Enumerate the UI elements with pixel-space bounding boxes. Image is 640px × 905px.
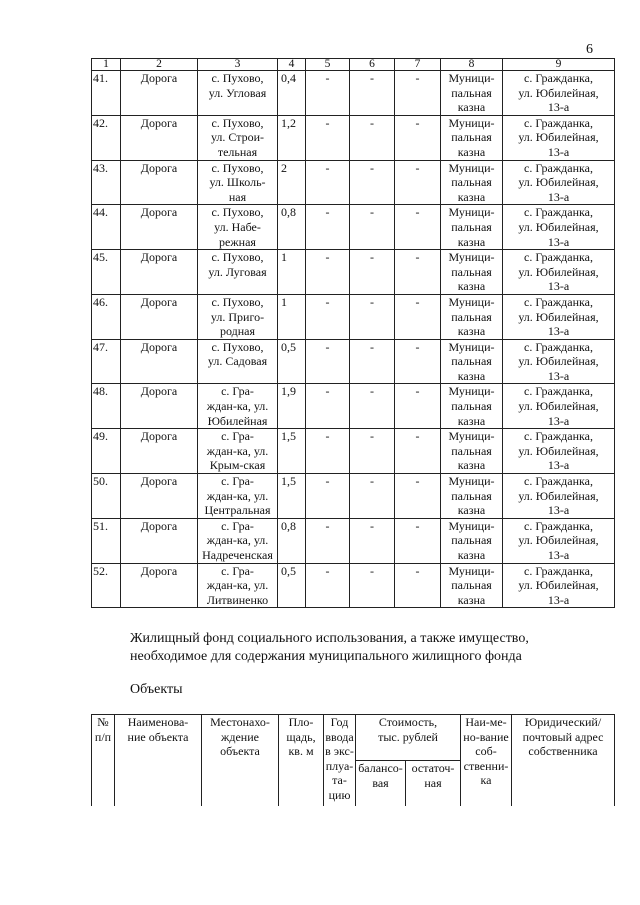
cell-col5: - <box>306 115 350 160</box>
owner-address-line: ул. Юбилейная, <box>518 354 599 369</box>
owner-address-line: с. Гражданка, <box>524 384 593 399</box>
owner-name-line: пальная <box>451 85 492 100</box>
owner-address <box>503 474 615 519</box>
owner-address <box>503 384 615 429</box>
object-location-line: Крым-ская <box>209 458 266 473</box>
property-table <box>91 58 615 608</box>
owner-name-line: Муници- <box>448 339 495 354</box>
object-area: 1,9 <box>278 384 306 429</box>
object-location-line: с. Гра- <box>221 429 254 444</box>
owner-name-line: пальная <box>451 488 492 503</box>
owner-name-line: казна <box>457 100 486 115</box>
owner-address-line: ул. Юбилейная, <box>518 85 599 100</box>
cell-col5: - <box>306 339 350 384</box>
object-location-line: с. Гра- <box>221 384 254 399</box>
owner-name-line: Муници- <box>448 115 495 130</box>
table-row <box>92 474 615 519</box>
objects-table <box>91 714 615 806</box>
cell-col7: - <box>395 518 441 563</box>
cell-col5: - <box>306 429 350 474</box>
object-type: Дорога <box>121 384 198 429</box>
cell-col6: - <box>350 339 395 384</box>
object-location <box>198 160 278 205</box>
object-area: 1,5 <box>278 474 306 519</box>
owner-name <box>441 250 503 295</box>
object-location-line: с. Гра- <box>221 518 254 533</box>
owner-address-line: с. Гражданка, <box>524 205 593 220</box>
owner-address-line: ул. Юбилейная, <box>518 264 599 279</box>
col-number-header: № п/п <box>92 715 115 807</box>
owner-address-line: ул. Юбилейная, <box>518 533 599 548</box>
object-location-line: с. Пухово, <box>211 205 264 220</box>
object-type: Дорога <box>121 71 198 116</box>
object-area: 0,4 <box>278 71 306 116</box>
header-cell: 3 <box>198 59 278 71</box>
owner-name <box>441 518 503 563</box>
object-location-line: с. Пухово, <box>211 294 264 309</box>
object-area: 0,8 <box>278 518 306 563</box>
owner-address-line: 13-а <box>547 324 570 339</box>
cell-col5: - <box>306 250 350 295</box>
owner-name-line: Муници- <box>448 71 495 85</box>
owner-name <box>441 160 503 205</box>
cell-col6: - <box>350 518 395 563</box>
row-number: 49. <box>92 429 121 474</box>
owner-address <box>503 339 615 384</box>
header-cell: 7 <box>395 59 441 71</box>
owner-address-line: 13-а <box>547 100 570 115</box>
row-number: 52. <box>92 563 121 608</box>
header-cell: 6 <box>350 59 395 71</box>
object-type: Дорога <box>121 294 198 339</box>
owner-address-line: 13-а <box>547 503 570 518</box>
header-cell: 8 <box>441 59 503 71</box>
owner-address-line: ул. Юбилейная, <box>518 399 599 414</box>
row-number: 45. <box>92 250 121 295</box>
cell-col7: - <box>395 339 441 384</box>
cell-col6: - <box>350 429 395 474</box>
table-row <box>92 384 615 429</box>
object-location <box>198 71 278 116</box>
owner-address-line: 13-а <box>547 413 570 428</box>
owner-address-line: ул. Юбилейная, <box>518 443 599 458</box>
owner-name <box>441 474 503 519</box>
owner-address-line: 13-а <box>547 279 570 294</box>
header-cell: 9 <box>503 59 615 71</box>
owner-name-line: Муници- <box>448 563 495 578</box>
owner-address-line: 13-а <box>547 368 570 383</box>
owner-name-line: Муници- <box>448 205 495 220</box>
cell-col6: - <box>350 474 395 519</box>
owner-name-line: Муници- <box>448 474 495 489</box>
owner-address <box>503 160 615 205</box>
object-location <box>198 115 278 160</box>
owner-address-line: ул. Юбилейная, <box>518 578 599 593</box>
table-row <box>92 205 615 250</box>
object-area: 1 <box>278 250 306 295</box>
object-location <box>198 518 278 563</box>
object-location-line: ждан-ка, ул. <box>206 533 269 548</box>
owner-name-line: пальная <box>451 264 492 279</box>
owner-name-line: казна <box>457 144 486 159</box>
col-cost-residual-header: остаточ- ная <box>406 761 461 806</box>
owner-address-line: 13-а <box>547 548 570 562</box>
owner-name <box>441 115 503 160</box>
object-area: 0,8 <box>278 205 306 250</box>
owner-name-line: пальная <box>451 130 492 145</box>
owner-address <box>503 205 615 250</box>
object-location <box>198 429 278 474</box>
object-type: Дорога <box>121 339 198 384</box>
object-area: 1 <box>278 294 306 339</box>
object-location <box>198 474 278 519</box>
owner-name-line: Муници- <box>448 518 495 533</box>
owner-name <box>441 429 503 474</box>
owner-address <box>503 518 615 563</box>
object-location-line: с. Гра- <box>221 563 254 578</box>
owner-address-line: 13-а <box>547 144 570 159</box>
owner-name-line: казна <box>457 324 486 339</box>
object-type: Дорога <box>121 563 198 608</box>
object-location <box>198 384 278 429</box>
object-location-line: с. Пухово, <box>211 250 264 265</box>
owner-name-line: Муници- <box>448 160 495 175</box>
owner-address-line: ул. Юбилейная, <box>518 309 599 324</box>
owner-name-line: Муници- <box>448 250 495 265</box>
cell-col6: - <box>350 115 395 160</box>
object-location-line: Юбилейная <box>207 413 268 428</box>
object-location-line: ная <box>228 189 247 204</box>
owner-name-line: казна <box>457 503 486 518</box>
row-number: 51. <box>92 518 121 563</box>
cell-col7: - <box>395 160 441 205</box>
owner-name <box>441 71 503 116</box>
row-number: 42. <box>92 115 121 160</box>
owner-name-line: Муници- <box>448 294 495 309</box>
owner-name <box>441 563 503 608</box>
cell-col5: - <box>306 294 350 339</box>
owner-address <box>503 71 615 116</box>
owner-address <box>503 563 615 608</box>
table-row <box>92 160 615 205</box>
object-location-line: ждан-ка, ул. <box>206 399 269 414</box>
owner-address-line: с. Гражданка, <box>524 294 593 309</box>
object-location-line: ул. Строи- <box>210 130 265 145</box>
owner-address-line: с. Гражданка, <box>524 339 593 354</box>
object-location-line: ждан-ка, ул. <box>206 443 269 458</box>
cell-col5: - <box>306 205 350 250</box>
object-location-line: тельная <box>217 144 258 159</box>
cell-col7: - <box>395 294 441 339</box>
row-number: 50. <box>92 474 121 519</box>
objects-heading: Объекты <box>130 682 183 697</box>
owner-name-line: пальная <box>451 399 492 414</box>
object-area: 0,5 <box>278 339 306 384</box>
cell-col7: - <box>395 250 441 295</box>
owner-address-line: ул. Юбилейная, <box>518 130 599 145</box>
owner-name-line: пальная <box>451 219 492 234</box>
owner-name-line: пальная <box>451 354 492 369</box>
row-number: 47. <box>92 339 121 384</box>
object-location <box>198 294 278 339</box>
owner-name-line: казна <box>457 458 486 473</box>
owner-address-line: с. Гражданка, <box>524 115 593 130</box>
object-type: Дорога <box>121 115 198 160</box>
cell-col7: - <box>395 474 441 519</box>
object-location-line: с. Пухово, <box>211 339 264 354</box>
owner-address-line: 13-а <box>547 458 570 473</box>
owner-address <box>503 115 615 160</box>
col-address-header: Юридический/ почтовый адрес собственника <box>512 715 615 807</box>
cell-col6: - <box>350 384 395 429</box>
object-location-line: с. Пухово, <box>211 115 264 130</box>
object-location-line: ждан-ка, ул. <box>206 488 269 503</box>
table-header-row <box>92 59 615 71</box>
object-location-line: ждан-ка, ул. <box>206 578 269 593</box>
object-area: 0,5 <box>278 563 306 608</box>
owner-name-line: пальная <box>451 578 492 593</box>
cell-col5: - <box>306 518 350 563</box>
object-area: 1,2 <box>278 115 306 160</box>
cell-col7: - <box>395 71 441 116</box>
table-row <box>92 115 615 160</box>
row-number: 46. <box>92 294 121 339</box>
owner-address-line: с. Гражданка, <box>524 250 593 265</box>
object-location-line: ул. Набе- <box>214 219 261 234</box>
object-location-line: с. Пухово, <box>211 160 264 175</box>
object-location-line: Надреченская <box>202 548 273 562</box>
header-cell: 2 <box>121 59 198 71</box>
object-location-line: с. Пухово, <box>211 71 264 85</box>
table-row <box>92 71 615 116</box>
cell-col7: - <box>395 429 441 474</box>
cell-col6: - <box>350 294 395 339</box>
table-row <box>92 250 615 295</box>
cell-col6: - <box>350 563 395 608</box>
owner-address-line: 13-а <box>547 234 570 249</box>
row-number: 48. <box>92 384 121 429</box>
table-row <box>92 518 615 563</box>
header-cell: 4 <box>278 59 306 71</box>
owner-name-line: казна <box>457 592 486 607</box>
cell-col7: - <box>395 384 441 429</box>
paragraph-line: необходимое для содержания муниципального жилищного фонда <box>130 649 522 664</box>
owner-name-line: казна <box>457 189 486 204</box>
object-location-line: ул. Школь- <box>209 175 266 190</box>
object-type: Дорога <box>121 205 198 250</box>
owner-name-line: пальная <box>451 309 492 324</box>
cell-col6: - <box>350 160 395 205</box>
owner-name-line: пальная <box>451 533 492 548</box>
owner-address <box>503 294 615 339</box>
object-location-line: ул. Угловая <box>208 85 267 100</box>
table-row <box>92 563 615 608</box>
table-row <box>92 294 615 339</box>
owner-address-line: ул. Юбилейная, <box>518 175 599 190</box>
owner-address-line: 13-а <box>547 592 570 607</box>
owner-name-line: Муници- <box>448 429 495 444</box>
col-cost-balance-header: балансо- вая <box>356 761 406 806</box>
object-location-line: Центральная <box>204 503 271 518</box>
cell-col6: - <box>350 205 395 250</box>
col-year-header: Год ввода в экс- плуа- та- цию <box>324 715 356 807</box>
owner-name-line: казна <box>457 548 486 562</box>
owner-address-line: с. Гражданка, <box>524 474 593 489</box>
owner-address <box>503 250 615 295</box>
cell-col7: - <box>395 115 441 160</box>
col-name-header: Наименова- ние объекта <box>115 715 202 807</box>
owner-address-line: ул. Юбилейная, <box>518 488 599 503</box>
owner-address <box>503 429 615 474</box>
owner-name <box>441 205 503 250</box>
object-type: Дорога <box>121 474 198 519</box>
cell-col5: - <box>306 160 350 205</box>
col-cost-header: Стоимость, тыс. рублей <box>356 715 461 761</box>
object-location-line: Литвиненко <box>206 592 269 607</box>
owner-name-line: пальная <box>451 443 492 458</box>
objects-header-row <box>92 715 615 761</box>
object-location <box>198 250 278 295</box>
cell-col7: - <box>395 563 441 608</box>
cell-col5: - <box>306 71 350 116</box>
page-number: 6 <box>586 42 593 57</box>
owner-address-line: 13-а <box>547 189 570 204</box>
owner-address-line: с. Гражданка, <box>524 518 593 533</box>
owner-name <box>441 294 503 339</box>
object-location-line: ул. Луговая <box>208 264 267 279</box>
cell-col6: - <box>350 71 395 116</box>
object-location-line: ул. Садовая <box>207 354 268 369</box>
col-owner-header: Наи-ме- но-вание соб- ственни- ка <box>461 715 512 807</box>
owner-name <box>441 384 503 429</box>
object-type: Дорога <box>121 250 198 295</box>
object-location-line: режная <box>219 234 256 249</box>
object-location <box>198 205 278 250</box>
owner-address-line: с. Гражданка, <box>524 429 593 444</box>
object-area: 2 <box>278 160 306 205</box>
cell-col5: - <box>306 563 350 608</box>
col-location-header: Местонахо- ждение объекта <box>202 715 279 807</box>
owner-name-line: пальная <box>451 175 492 190</box>
paragraph-line: Жилищный фонд социального использования, а также имущество, <box>130 631 529 646</box>
object-location-line: с. Гра- <box>221 474 254 489</box>
owner-address-line: с. Гражданка, <box>524 563 593 578</box>
object-location-line: ул. Приго- <box>210 309 265 324</box>
table-row <box>92 339 615 384</box>
object-area: 1,5 <box>278 429 306 474</box>
owner-address-line: ул. Юбилейная, <box>518 219 599 234</box>
row-number: 44. <box>92 205 121 250</box>
owner-address-line: с. Гражданка, <box>524 160 593 175</box>
cell-col5: - <box>306 384 350 429</box>
owner-name-line: казна <box>457 413 486 428</box>
owner-name-line: казна <box>457 368 486 383</box>
row-number: 43. <box>92 160 121 205</box>
object-type: Дорога <box>121 160 198 205</box>
col-area-header: Пло- щадь, кв. м <box>279 715 324 807</box>
cell-col5: - <box>306 474 350 519</box>
row-number: 41. <box>92 71 121 116</box>
object-location-line: родная <box>219 324 256 339</box>
section-paragraph <box>130 630 600 666</box>
object-type: Дорога <box>121 518 198 563</box>
object-type: Дорога <box>121 429 198 474</box>
cell-col7: - <box>395 205 441 250</box>
object-location <box>198 339 278 384</box>
owner-name-line: казна <box>457 279 486 294</box>
cell-col6: - <box>350 250 395 295</box>
owner-name-line: казна <box>457 234 486 249</box>
table-row <box>92 429 615 474</box>
owner-address-line: с. Гражданка, <box>524 71 593 85</box>
header-cell: 1 <box>92 59 121 71</box>
header-cell: 5 <box>306 59 350 71</box>
object-location <box>198 563 278 608</box>
owner-name-line: Муници- <box>448 384 495 399</box>
owner-name <box>441 339 503 384</box>
